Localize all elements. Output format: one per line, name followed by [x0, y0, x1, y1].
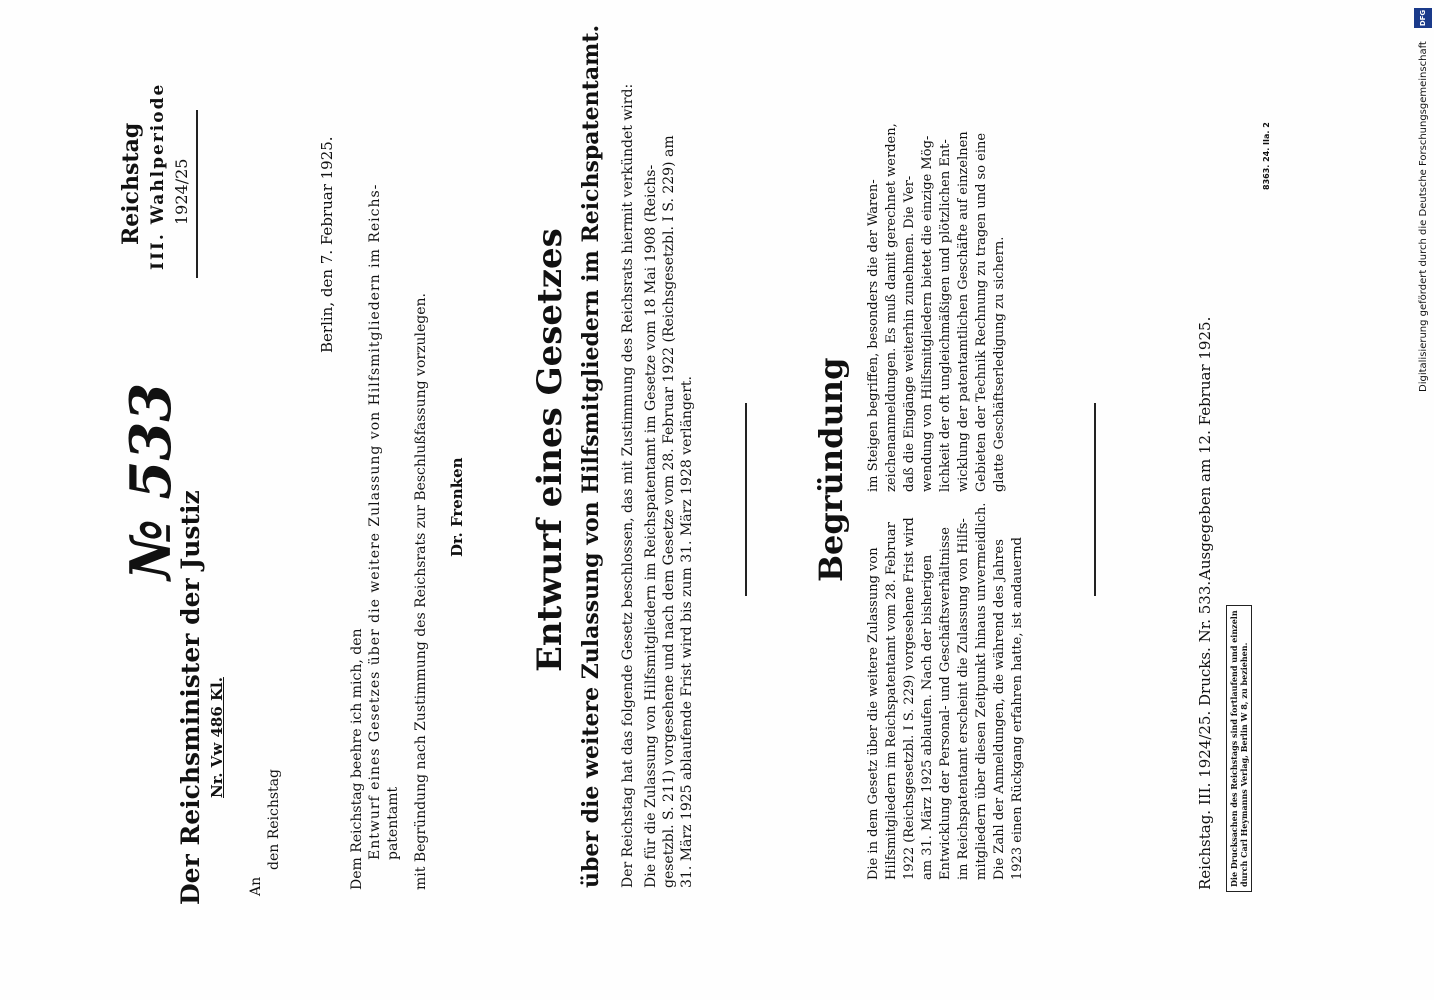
letter-line-1: Dem Reichstag beehre ich mich, den [349, 628, 365, 890]
reichstag-period: III. Wahlperiode [148, 82, 168, 270]
ministry-reference: Nr. Vw 486 Kl. [208, 677, 226, 798]
bill-title: Entwurf eines Gesetzes [530, 228, 570, 672]
bill-text-1: Der Reichstag hat das folgende Gesetz beschlossen, das mit Zustimmung des Reichsrats hiermit verkündet wird: [620, 83, 636, 888]
reasoning-col2-line-1: im Steigen begriffen, besonders die der Waren- [866, 179, 881, 492]
letter-line-4: mit Begründung nach Zustimmung des Reichsrats zur Beschlußfassung vorzulegen. [413, 293, 429, 890]
date-line: Berlin, den 7. Februar 1925. [318, 136, 336, 353]
reichstag-rule [196, 110, 198, 278]
reasoning-col1-line-5: Entwicklung der Personal- und Geschäftsverhältnisse [938, 526, 953, 880]
dfg-logo-text: DFG [1419, 9, 1427, 27]
dfg-logo [1414, 8, 1432, 28]
footer-box-line-2: durch Carl Heymanns Verlag, Berlin W 8, zu beziehen. [1239, 642, 1249, 887]
reasoning-col1-line-7: mitgliedern über diesen Zeitpunkt hinaus unvermeidlich. [974, 502, 989, 880]
printer-mark: 8363. 24. IIa. 2 [1262, 122, 1271, 190]
reasoning-col1-line-2: Hilfsmitgliedern im Reichspatentamt vom 28. Februar [884, 522, 899, 880]
reasoning-col2-line-4: wendung von Hilfsmitgliedern bietet die einzige Mög- [920, 135, 935, 492]
ministry-heading: Der Reichsminister der Justiz [176, 490, 205, 905]
reasoning-col1-line-4: am 31. März 1925 ablaufen. Nach der bisherigen [920, 554, 935, 880]
reasoning-col2-line-2: zeichenanmeldungen. Es muß damit gerechnet werden, [884, 123, 899, 492]
footer-box-line-1: Die Drucksachen des Reichstags sind fortlaufend und einzeln [1229, 610, 1239, 887]
bill-text-3: gesetzbl. S. 211) vorgesehene und nach dem Gesetze vom 28. Februar 1922 (Reichsgesetzbl. I S. 229) am [661, 135, 677, 888]
reasoning-title: Begründung [812, 357, 850, 582]
separator-rule-2 [1094, 403, 1096, 596]
reasoning-col1-line-6: im Reichspatentamt erscheint die Zulassung von Hilfs- [956, 518, 971, 880]
reasoning-col2-line-3: daß die Eingänge weiterhin zunehmen. Die Ver- [902, 175, 917, 492]
signature: Dr. Frenken [448, 457, 466, 557]
document-number: № 533 [118, 382, 184, 580]
footer-publisher-box [1226, 605, 1252, 892]
reasoning-col2-line-5: lichkeit der oft ungleichmäßigen und plötzlichen Ent- [938, 139, 953, 492]
digitization-note: Digitalisierung gefördert durch die Deutsche Forschungsgemeinschaft [1418, 41, 1429, 392]
footer-issue-date: Ausgegeben am 12. Februar 1925. [1196, 316, 1214, 580]
letter-line-2: Entwurf eines Gesetzes über die weitere Zulassung von Hilfsmitgliedern im Reichs- [367, 183, 383, 860]
reasoning-col2-line-8: glatte Geschäftserledigung zu sichern. [992, 236, 1007, 492]
footer-print-reference: Reichstag. III. 1924/25. Drucks. Nr. 533. [1196, 580, 1214, 890]
reasoning-col2-line-6: wicklung der patentamtlichen Geschäfte auf einzelnen [956, 131, 971, 492]
reasoning-col1-line-1: Die in dem Gesetz über die weitere Zulassung von [866, 547, 881, 880]
reasoning-col1-line-3: 1922 (Reichsgesetzbl. I S. 229) vorgesehene Frist wird [902, 517, 917, 880]
reichstag-years: 1924/25 [172, 158, 191, 225]
bill-text-2: Die für die Zulassung von Hilfsmitgliedern im Reichspatentamt im Gesetze vom 18 Mai 1908 (Reichs- [643, 164, 659, 888]
reichstag-title: Reichstag [118, 122, 144, 245]
reasoning-col1-line-8: Die Zahl der Anmeldungen, die während des Jahres [992, 539, 1007, 880]
bill-subtitle: über die weitere Zulassung von Hilfsmitgliedern im Reichspatentamt. [578, 24, 604, 888]
reasoning-col2-line-7: Gebieten der Technik Rechnung zu tragen und so eine [974, 132, 989, 492]
recipient-an: An [248, 876, 264, 896]
reasoning-col1-line-9: 1923 einen Rückgang erfahren hatte, ist andauernd [1010, 537, 1025, 880]
letter-line-3: patentamt [385, 786, 401, 860]
separator-rule-1 [745, 403, 747, 596]
recipient-reichstag: den Reichstag [266, 769, 282, 870]
bill-text-4: 31. März 1925 ablaufende Frist wird bis zum 31. März 1928 verlängert. [679, 376, 695, 888]
